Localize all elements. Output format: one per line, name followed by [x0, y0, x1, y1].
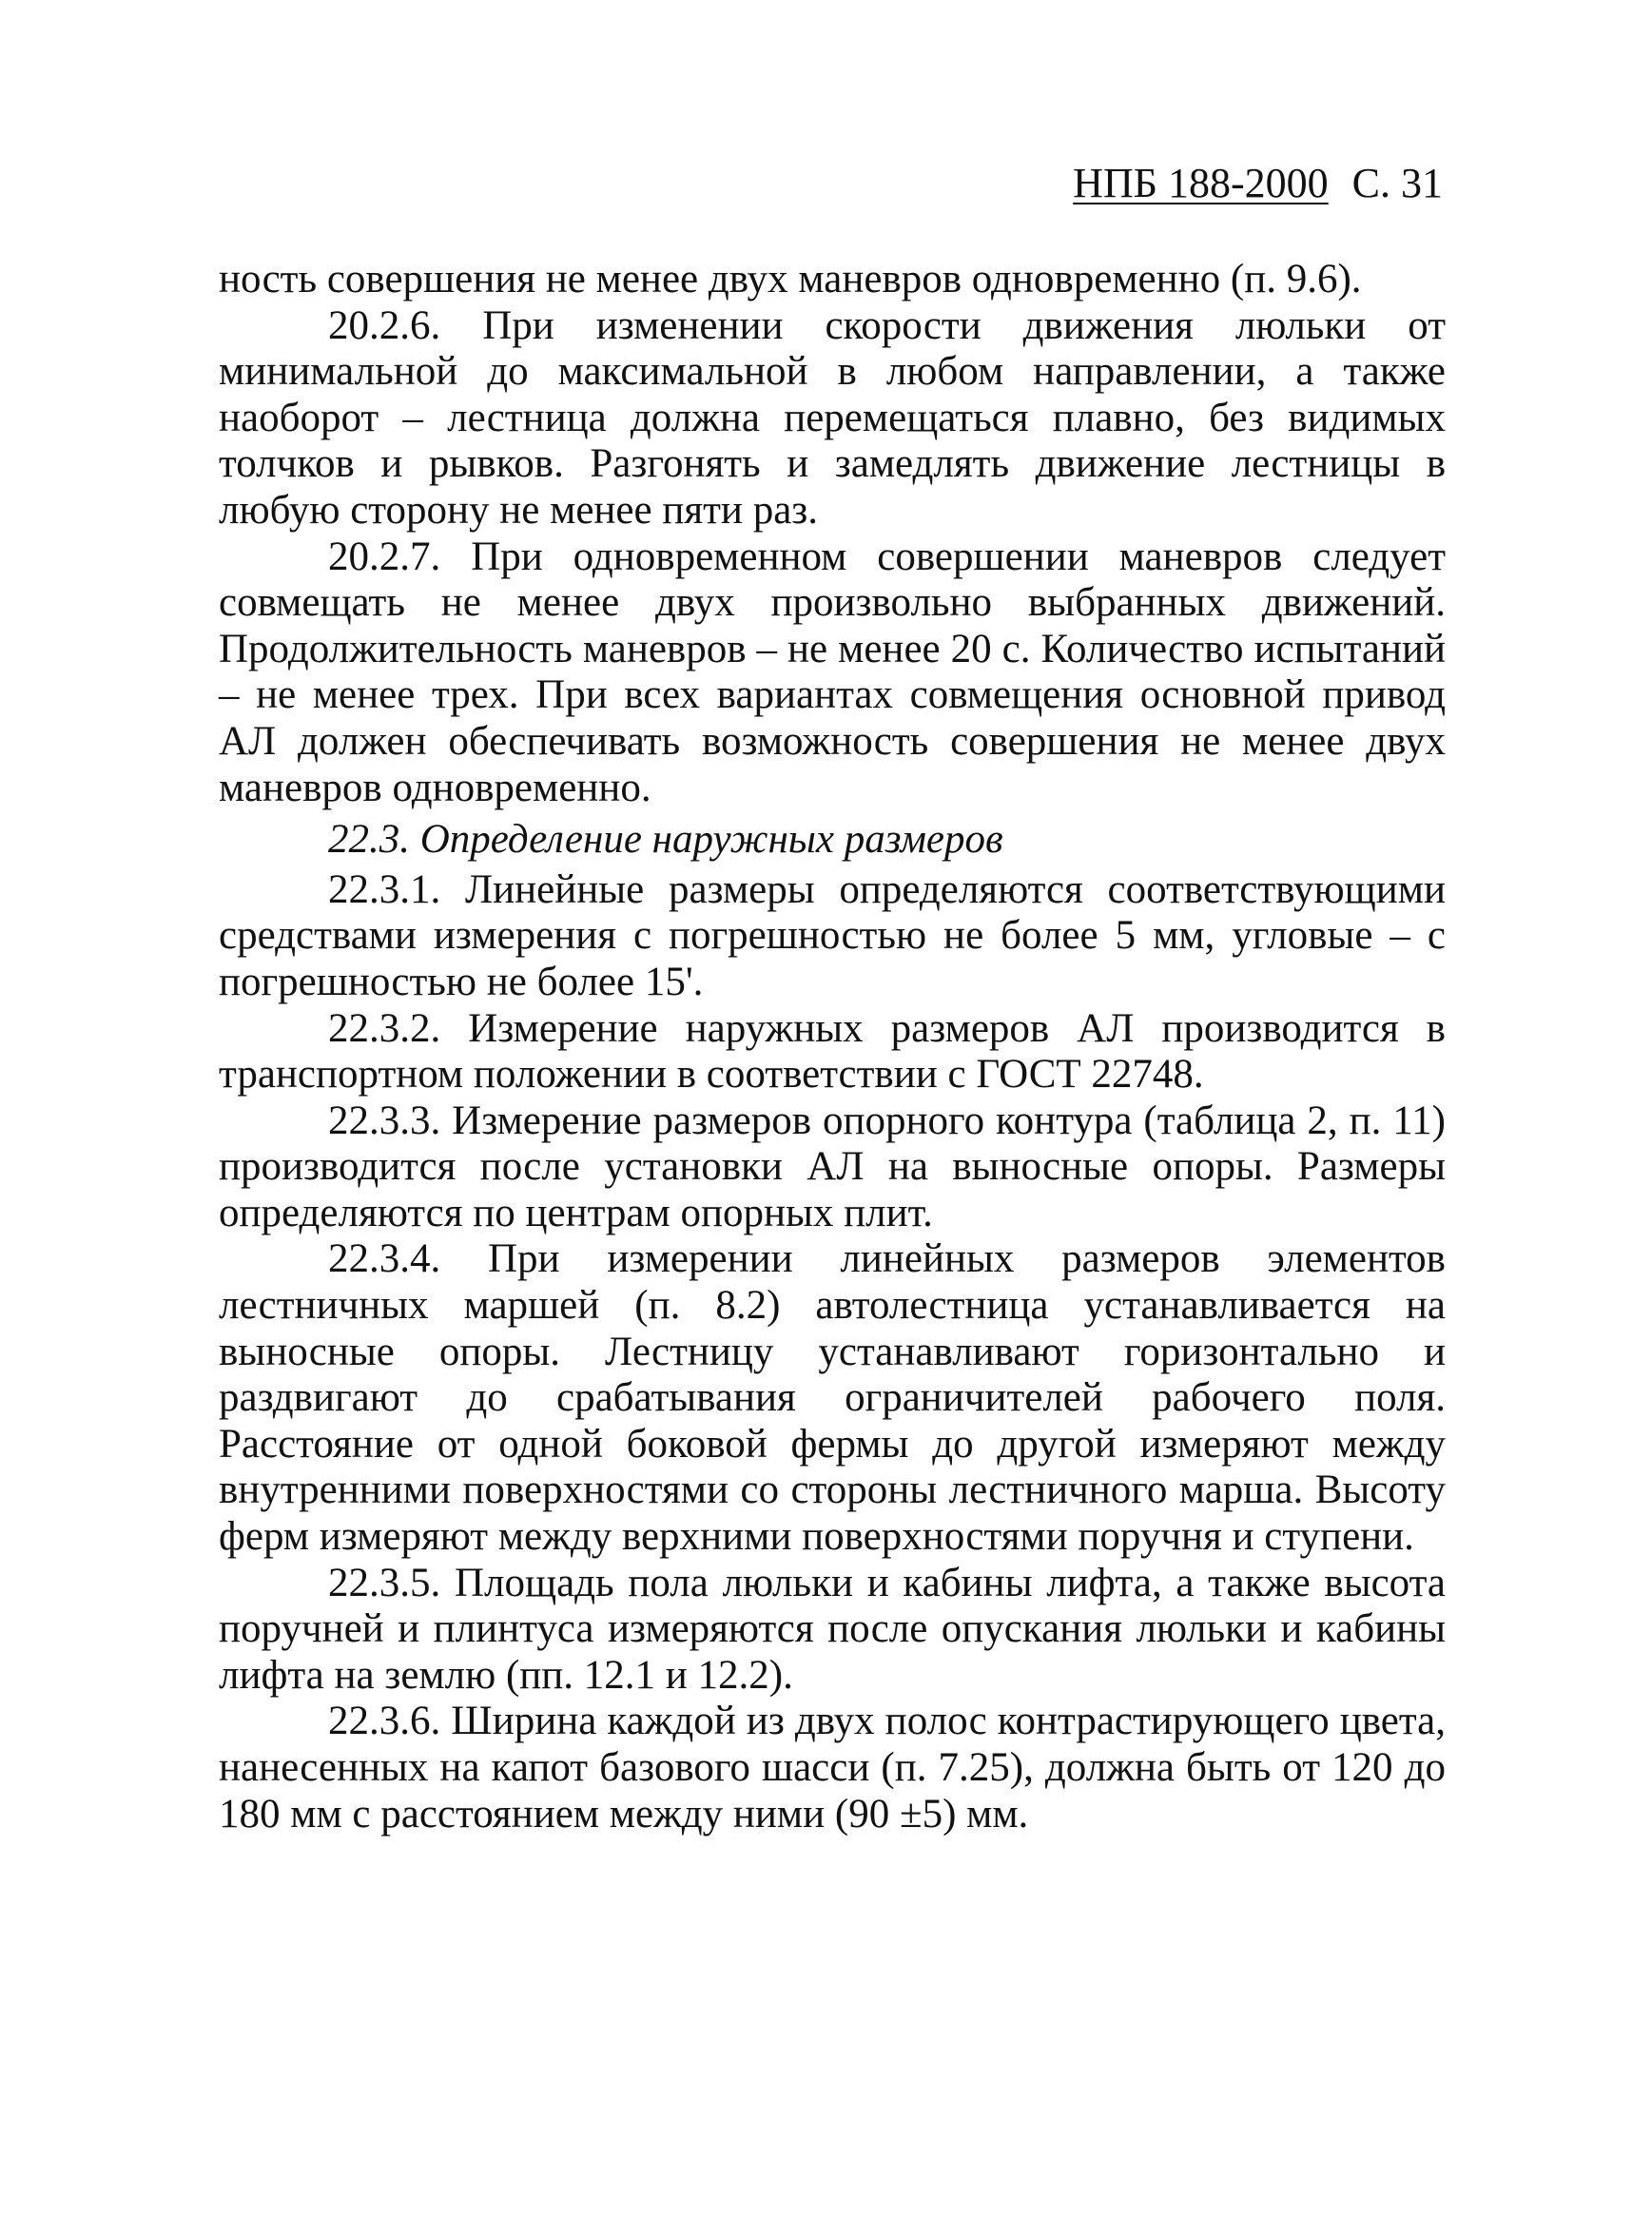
paragraph-20-2-7: 20.2.7. При одновременном совершении маневров следует совмещать не менее двух произвольно выбранных движений. Продолжительность маневров – не менее 20 с. Количество испытаний – не менее трех. При всех вариантах совмещения основной привод АЛ должен обеспечивать возможность совершения не менее двух маневров одновременно.: [219, 534, 1446, 810]
paragraph-22-3-5: 22.3.5. Площадь пола люльки и кабины лифта, а также высота поручней и плинтуса измеряются после опускания люльки и кабины лифта на землю (пп. 12.1 и 12.2).: [219, 1560, 1446, 1698]
document-code: НПБ 188-2000: [1073, 160, 1329, 206]
paragraph-22-3-2: 22.3.2. Измерение наружных размеров АЛ производится в транспортном положении в соответствии с ГОСТ 22748.: [219, 1005, 1446, 1098]
paragraph-22-3-6: 22.3.6. Ширина каждой из двух полос контрастирующего цвета, нанесенных на капот базового шасси (п. 7.25), должна быть от 120 до 180 мм с расстоянием между ними (90 ±5) мм.: [219, 1699, 1446, 1837]
paragraph-continuation: ность совершения не менее двух маневров одновременно (п. 9.6).: [219, 257, 1362, 301]
section-heading-22-3: 22.3. Определение наружных размеров: [328, 817, 1003, 863]
page-header: [1073, 160, 1443, 207]
page-number: С. 31: [1351, 160, 1443, 206]
document-body: [219, 257, 1446, 1837]
paragraph-20-2-6: 20.2.6. При изменении скорости движения люльки от минимальной до максимальной в любом направлении, а также наоборот – лестница должна перемещаться плавно, без видимых толчков и рывков. Разгонять и замедлять движение лестницы в любую сторону не менее пяти раз.: [219, 302, 1446, 533]
paragraph-22-3-4: 22.3.4. При измерении линейных размеров элементов лестничных маршей (п. 8.2) автолестница устанавливается на выносные опоры. Лестницу устанавливают горизонтально и раздвигают до срабатывания ограничителей рабочего поля. Расстояние от одной боковой фермы до другой измеряют между внутренними поверхностями со стороны лестничного марша. Высоту ферм измеряют между верхними поверхностями поручня и ступени.: [219, 1236, 1446, 1560]
paragraph-22-3-3: 22.3.3. Измерение размеров опорного контура (таблица 2, п. 11) производится после установки АЛ на выносные опоры. Размеры определяются по центрам опорных плит.: [219, 1098, 1446, 1235]
paragraph-22-3-1: 22.3.1. Линейные размеры определяются соответствующими средствами измерения с погрешностью не более 5 мм, угловые – с погрешностью не более 15'.: [219, 866, 1446, 1004]
